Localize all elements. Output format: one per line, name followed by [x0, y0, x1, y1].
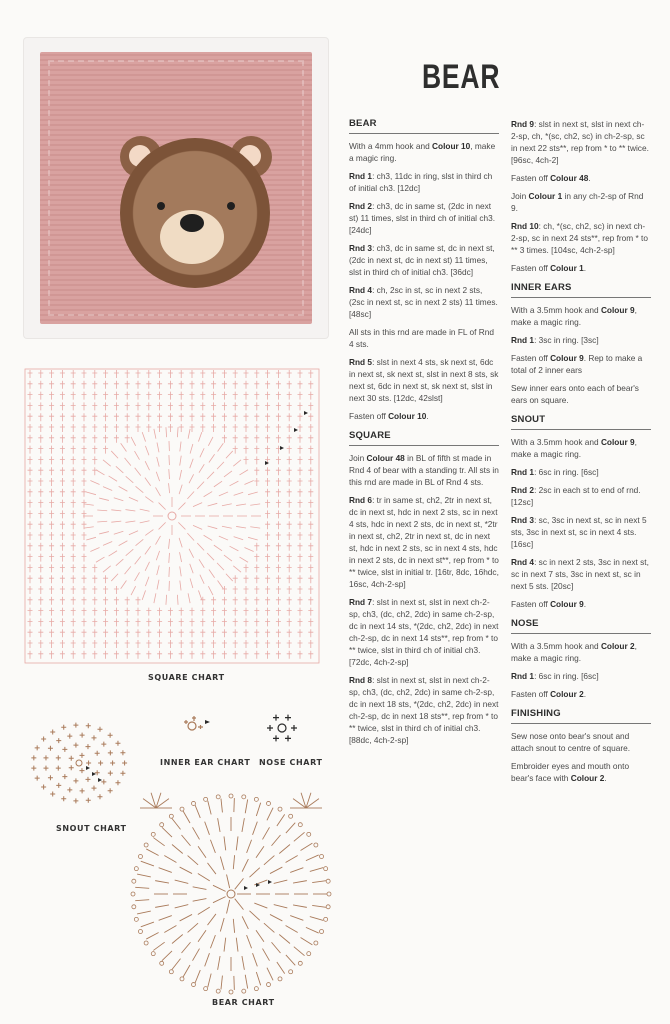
- nose-fasten: Fasten off Colour 2.: [511, 689, 587, 699]
- bear-rnd-2: Rnd 2: ch3, dc in same st, (2dc in next st) 11 times, slst in third ch of initial ch3. [24dc]: [349, 201, 496, 235]
- snout-intro: With a 3.5mm hook and Colour 9, make a magic ring.: [511, 437, 637, 459]
- inner-ears-sew: Sew inner ears onto each of bear's ears on square.: [511, 383, 639, 405]
- snout-chart: [24, 716, 134, 811]
- square-rnd-8: Rnd 8: slst in next st, slst in next ch-2-sp, ch3, (dc, ch2, 2dc) in same ch-2-sp, dc in next 18 sts, *(2dc, ch2, 2dc) in next ch-2-sp, dc in next 18 sts**, rep from * to ** twice, slst in third ch of initial ch3. [88dc, 4ch-2-sp]: [349, 675, 499, 745]
- square-rnd-6: Rnd 6: tr in same st, ch2, 2tr in next st, dc in next st, hdc in next 2 sts, sc in next 4 sts, hdc in next 2 sts, dc in next st, *2tr in next st, ch2, 2tr in next st, dc in next st, hdc in next 2 sts, sc in next 4 sts, hdc in next 2 sts, dc in next st**, rep from * to ** twice, slst in initial tr. [16tr, 8dc, 16hdc, 16sc, 4ch-2-sp]: [349, 495, 499, 589]
- inner-ear-chart: [176, 708, 216, 738]
- bear-fasten-off: Fasten off Colour 10.: [349, 411, 429, 421]
- bear-rnd-4: Rnd 4: ch, 2sc in st, sc in next 2 sts, (2sc in next st, sc in next 2 sts) 11 times. [48sc]: [349, 285, 498, 319]
- square-rnd-7: Rnd 7: slst in next st, slst in next ch-2-sp, ch3, (dc, ch2, 2dc) in same ch-2-sp, dc in next 14 sts, *(2dc, ch2, 2dc) in next ch-2-sp, dc in next 14 sts**, rep from * to ** twice, slst in third ch of initial ch3. [72dc, 4ch-2-sp]: [349, 597, 499, 667]
- bear-rnd-5: Rnd 5: slst in next 4 sts, sk next st, 6dc in next st, sk next st, slst in next 8 sts, sk next st, 6dc in next st, sk next st, slst in next 30 sts. [12dc, 42slst]: [349, 357, 499, 403]
- square-join-colour-1: Join Colour 1 in any ch-2-sp of Rnd 9.: [511, 191, 644, 213]
- bear-intro: With a 4mm hook and Colour 10, make a magic ring.: [349, 141, 496, 163]
- square-intro: Join Colour 48 in BL of fifth st made in Rnd 4 of bear with a standing tr. All sts in this rnd are made in BL of Rnd 4 sts.: [349, 453, 499, 487]
- nose-rnd-1: Rnd 1: 6sc in ring. [6sc]: [511, 671, 599, 681]
- section-heading-inner-ears: INNER EARS: [511, 282, 651, 298]
- instructions-column-2: [511, 118, 651, 790]
- nose-chart-label: NOSE CHART: [259, 758, 323, 767]
- bear-rnd-3: Rnd 3: ch3, dc in same st, dc in next st, (2dc in next st, dc in next st) 11 times, slst in third ch of initial ch3. [36dc]: [349, 243, 495, 277]
- finishing-step-1: Sew nose onto bear's snout and attach snout to centre of square.: [511, 731, 630, 753]
- section-heading-square: SQUARE: [349, 430, 499, 446]
- square-fasten-1: Fasten off Colour 1.: [511, 263, 587, 273]
- bear-fl-note: All sts in this rnd are made in FL of Rnd 4 sts.: [349, 327, 494, 349]
- snout-rnd-1: Rnd 1: 6sc in ring. [6sc]: [511, 467, 599, 477]
- inner-ears-intro: With a 3.5mm hook and Colour 9, make a magic ring.: [511, 305, 637, 327]
- section-heading-nose: NOSE: [511, 618, 651, 634]
- section-heading-finishing: FINISHING: [511, 708, 651, 724]
- snout-fasten: Fasten off Colour 9.: [511, 599, 587, 609]
- inner-ears-fasten: Fasten off Colour 9. Rep to make a total of 2 inner ears: [511, 353, 643, 375]
- square-chart-label: SQUARE CHART: [148, 673, 225, 682]
- section-heading-snout: SNOUT: [511, 414, 651, 430]
- bear-right-eye: [227, 202, 235, 210]
- page-title: BEAR: [422, 58, 501, 96]
- square-rnd-10: Rnd 10: ch, *(sc, ch2, sc) in next ch-2-sp, sc in next 24 sts**, rep from * to ** 3 times. [104sc, 4ch-2-sp]: [511, 221, 648, 255]
- square-chart: [22, 366, 322, 666]
- inner-ear-chart-label: INNER EAR CHART: [160, 758, 251, 767]
- square-chart-grid: [25, 369, 319, 663]
- square-rnd-9: Rnd 9: slst in next st, slst in next ch-2-sp, ch, *(sc, ch2, sc) in ch-2-sp, sc in next 22 sts**, rep from * to ** twice. [96sc, 4ch-2]: [511, 119, 649, 165]
- snout-chart-label: SNOUT CHART: [56, 824, 127, 833]
- bear-rnd-1: Rnd 1: ch3, 11dc in ring, slst in third ch of initial ch3. [12dc]: [349, 171, 493, 193]
- square-fasten-48: Fasten off Colour 48.: [511, 173, 591, 183]
- nose-intro: With a 3.5mm hook and Colour 2, make a magic ring.: [511, 641, 637, 663]
- bear-left-eye: [157, 202, 165, 210]
- nose-chart: [262, 708, 302, 748]
- bear-nose: [180, 214, 204, 232]
- bear-chart: [126, 786, 336, 996]
- snout-rnd-3: Rnd 3: sc, 3sc in next st, sc in next 5 sts, 3sc in next st, sc in next 4 sts. [16sc]: [511, 515, 647, 549]
- section-heading-bear: BEAR: [349, 118, 499, 134]
- square-photo: [24, 38, 328, 338]
- inner-ears-rnd-1: Rnd 1: 3sc in ring. [3sc]: [511, 335, 599, 345]
- bear-chart-label: BEAR CHART: [212, 998, 275, 1007]
- finishing-step-2: Embroider eyes and mouth onto bear's face with Colour 2.: [511, 761, 630, 783]
- snout-rnd-4: Rnd 4: sc in next 2 sts, 3sc in next st, sc in next 7 sts, 3sc in next st, sc in next 5 sts. [20sc]: [511, 557, 649, 591]
- instructions-column-1: [349, 118, 499, 752]
- snout-rnd-2: Rnd 2: 2sc in each st to end of rnd. [12sc]: [511, 485, 641, 507]
